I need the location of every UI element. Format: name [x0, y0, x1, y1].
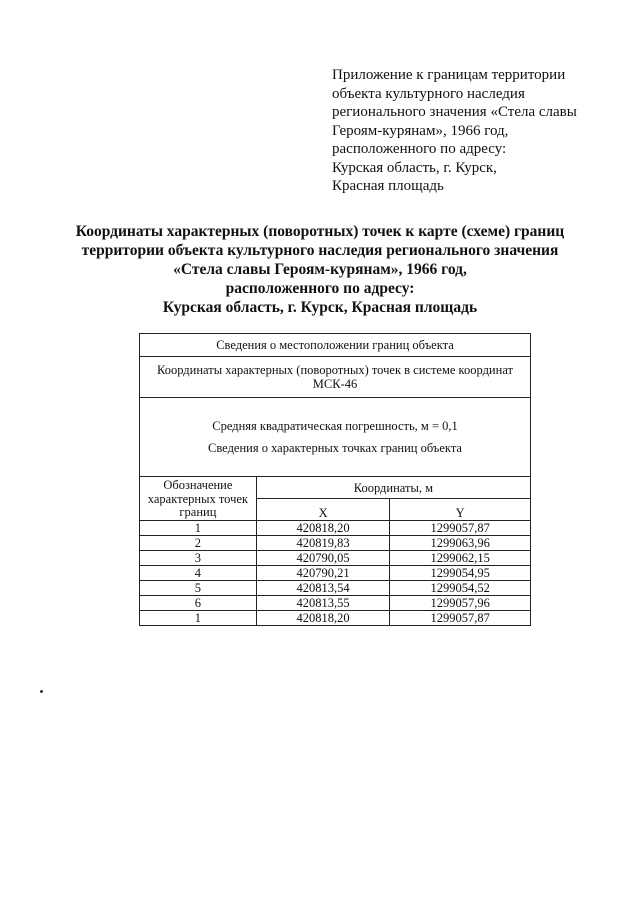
- x-header: X: [256, 499, 390, 520]
- point-x: 420818,20: [256, 520, 390, 535]
- appendix-line: расположенного по адресу:: [332, 141, 507, 157]
- appendix-line: Приложение к границам территории: [332, 67, 566, 83]
- point-id: 2: [140, 535, 257, 550]
- appendix-line: регионального значения «Стела славы: [332, 104, 577, 120]
- coordinate-system-row: [140, 357, 531, 398]
- y-header: Y: [390, 499, 531, 520]
- appendix-line: Курская область, г. Курск,: [332, 159, 497, 176]
- coordinates-header: Координаты, м: [256, 477, 530, 499]
- table-title: Сведения о местоположении границ объекта: [140, 334, 531, 357]
- scan-speck: [40, 690, 43, 693]
- title-line: Координаты характерных (поворотных) точек к карте (схеме) границ: [75, 223, 565, 240]
- coordinates-table: [139, 333, 531, 626]
- appendix-note: [332, 66, 622, 196]
- point-x: 420790,21: [256, 565, 390, 580]
- table-title-row: [140, 334, 531, 357]
- title-line: «Стела славы Героям-курянам», 1966 год,: [173, 261, 467, 278]
- table-row: [140, 565, 531, 580]
- point-y: 1299054,52: [390, 580, 531, 595]
- point-id: 1: [140, 610, 257, 625]
- document-title: [40, 222, 600, 317]
- point-id: 4: [140, 565, 257, 580]
- point-y: 1299057,87: [390, 520, 531, 535]
- point-x: 420818,20: [256, 610, 390, 625]
- point-y: 1299057,96: [390, 595, 531, 610]
- accuracy-row: [140, 398, 531, 477]
- table-row: [140, 535, 531, 550]
- point-id: 6: [140, 595, 257, 610]
- points-caption: Сведения о характерных точках границ объекта: [208, 441, 462, 455]
- point-x: 420790,05: [256, 550, 390, 565]
- column-header-row: [140, 477, 531, 499]
- accuracy-text: Средняя квадратическая погрешность, м = 0,1: [212, 419, 458, 433]
- appendix-line: Героям-курянам», 1966 год,: [332, 122, 509, 139]
- designation-header: Обозначение характерных точек границ: [140, 477, 257, 521]
- point-y: 1299062,15: [390, 550, 531, 565]
- table-row: [140, 580, 531, 595]
- point-y: 1299054,95: [390, 565, 531, 580]
- point-id: 5: [140, 580, 257, 595]
- point-x: 420813,55: [256, 595, 390, 610]
- point-y: 1299063,96: [390, 535, 531, 550]
- title-line: территории объекта культурного наследия регионального значения: [81, 242, 559, 259]
- title-line: расположенного по адресу:: [225, 280, 415, 297]
- point-id: 1: [140, 520, 257, 535]
- point-id: 3: [140, 550, 257, 565]
- appendix-line: объекта культурного наследия: [332, 85, 525, 102]
- table-row: [140, 610, 531, 625]
- point-x: 420813,54: [256, 580, 390, 595]
- coordinate-system: Координаты характерных (поворотных) точек в системе координат МСК-46: [140, 357, 531, 398]
- title-line: Курская область, г. Курск, Красная площадь: [162, 299, 478, 316]
- table-row: [140, 520, 531, 535]
- table-row: [140, 595, 531, 610]
- point-x: 420819,83: [256, 535, 390, 550]
- table-row: [140, 550, 531, 565]
- point-y: 1299057,87: [390, 610, 531, 625]
- appendix-line: Красная площадь: [332, 178, 444, 194]
